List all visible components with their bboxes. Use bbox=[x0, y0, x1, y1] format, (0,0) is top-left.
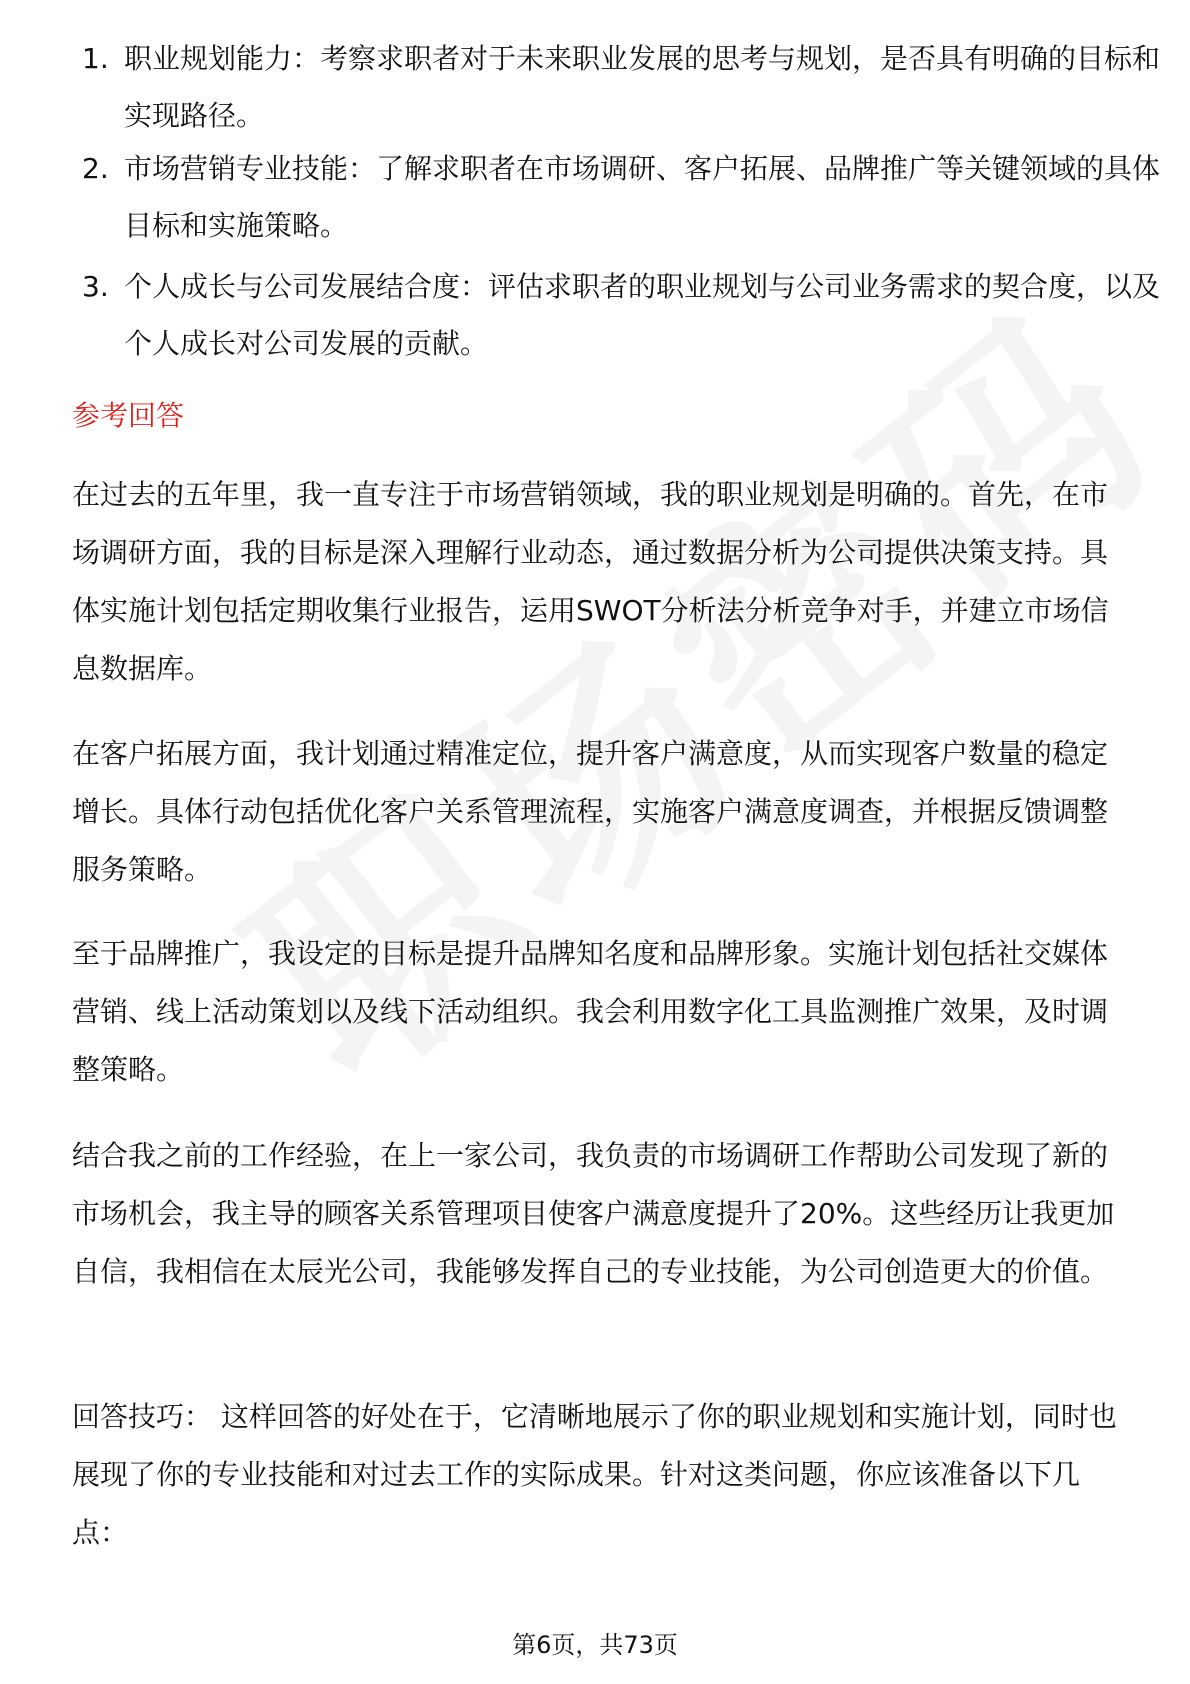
page-number: 第6页，共73页 bbox=[512, 1631, 678, 1659]
list-number: 3. bbox=[82, 270, 109, 303]
list-item bbox=[82, 140, 1164, 254]
section-heading: 参考回答 bbox=[72, 399, 185, 432]
list-text: 职业规划能力：考察求职者对于未来职业发展的思考与规划，是否具有明确的目标和实现路径。 bbox=[124, 42, 1161, 132]
answer-paragraph: 至于品牌推广，我设定的目标是提升品牌知名度和品牌形象。实施计划包括社交媒体营销、线上活动策划以及线下活动组织。我会利用数字化工具监测推广效果，及时调整策略。 bbox=[72, 937, 1109, 1086]
list-text: 个人成长与公司发展结合度：评估求职者的职业规划与公司业务需求的契合度，以及个人成长对公司发展的贡献。 bbox=[124, 270, 1161, 360]
list-number: 2. bbox=[82, 152, 109, 185]
tips-paragraph: 回答技巧： 这样回答的好处在于，它清晰地展示了你的职业规划和实施计划，同时也展现了你的专业技能和对过去工作的实际成果。针对这类问题，你应该准备以下几点： bbox=[72, 1400, 1117, 1549]
list-number: 1. bbox=[82, 42, 109, 75]
list-item bbox=[82, 30, 1164, 144]
answer-paragraph: 在过去的五年里，我一直专注于市场营销领域，我的职业规划是明确的。首先，在市场调研方面，我的目标是深入理解行业动态，通过数据分析为公司提供决策支持。具体实施计划包括定期收集行业报告，运用SWOT分析法分析竞争对手，并建立市场信息数据库。 bbox=[72, 478, 1109, 685]
list-text: 市场营销专业技能：了解求职者在市场调研、客户拓展、品牌推广等关键领域的具体目标和实施策略。 bbox=[124, 152, 1161, 242]
answer-paragraph: 在客户拓展方面，我计划通过精准定位，提升客户满意度，从而实现客户数量的稳定增长。具体行动包括优化客户关系管理流程，实施客户满意度调查，并根据反馈调整服务策略。 bbox=[72, 737, 1109, 886]
answer-paragraph: 结合我之前的工作经验，在上一家公司，我负责的市场调研工作帮助公司发现了新的市场机会，我主导的顾客关系管理项目使客户满意度提升了20%。这些经历让我更加自信，我相信在太辰光公司，我能够发挥自己的专业技能，为公司创造更大的价值。 bbox=[72, 1139, 1115, 1288]
list-item bbox=[82, 258, 1164, 372]
